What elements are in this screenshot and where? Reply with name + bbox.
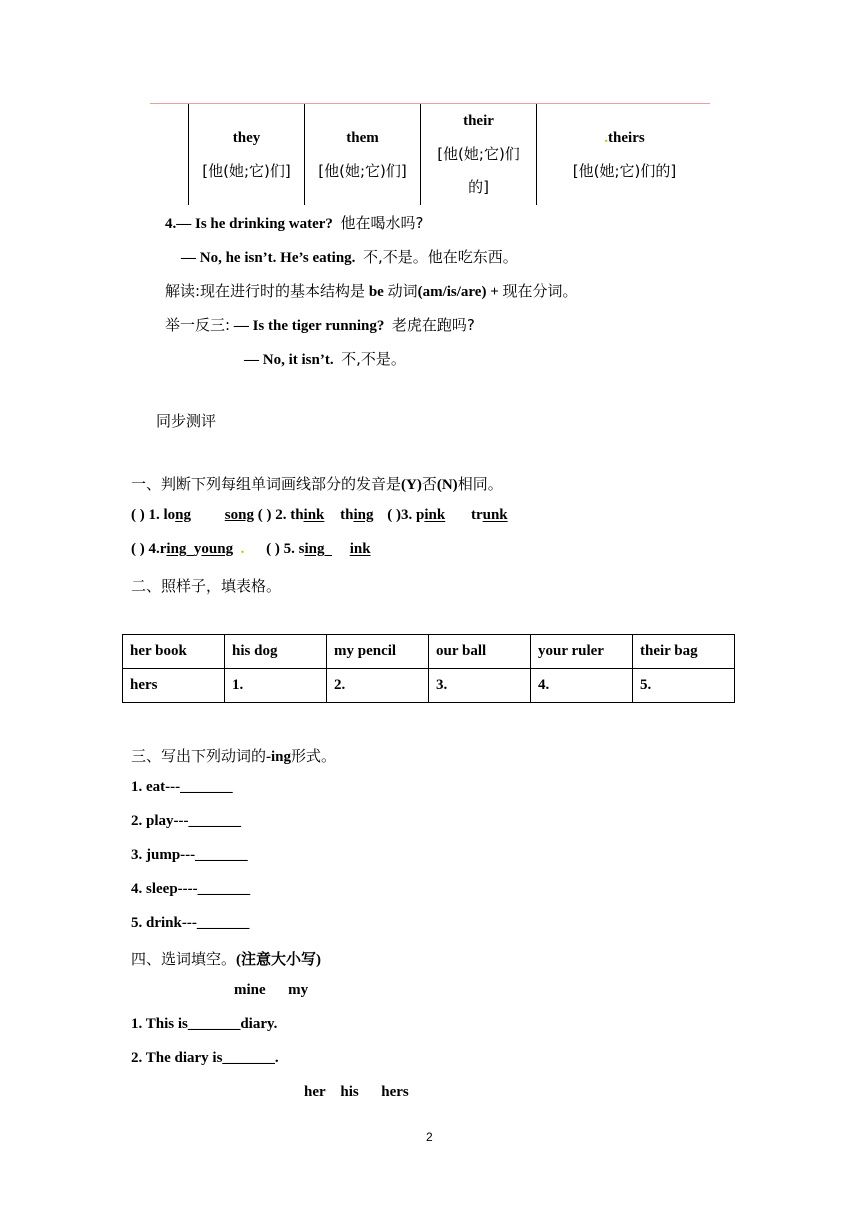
q4-choices-1: mine my bbox=[234, 982, 309, 998]
table-cell: our ball bbox=[429, 635, 531, 669]
section-title: 同步测评 bbox=[156, 412, 217, 430]
table-cell: 1. bbox=[225, 669, 327, 703]
q3-item-2: 2. play---_______ bbox=[131, 813, 241, 829]
q4-choices-2: her his hers bbox=[304, 1084, 409, 1100]
q3-item-1: 1. eat---_______ bbox=[131, 779, 233, 795]
table-cell: his dog bbox=[225, 635, 327, 669]
pronoun-cell-they: they [他(她;它)们] bbox=[202, 129, 291, 180]
q3-item-4: 4. sleep----_______ bbox=[131, 881, 251, 897]
q1-row1: ( ) 1. long song ( ) 2. think thing ( )3. pink trunk bbox=[131, 507, 508, 523]
table-cell: your ruler bbox=[531, 635, 633, 669]
table-cell: hers bbox=[123, 669, 225, 703]
table-row bbox=[123, 669, 735, 703]
table-cell: 3. bbox=[429, 669, 531, 703]
q3-item-3: 3. jump---_______ bbox=[131, 847, 248, 863]
pronoun-cell-them: them [他(她;它)们] bbox=[318, 129, 407, 180]
q3-title: 三、写出下列动词的-ing形式。 bbox=[131, 747, 337, 765]
table-cell: her book bbox=[123, 635, 225, 669]
fill-table bbox=[122, 634, 735, 703]
q3-item-5: 5. drink---_______ bbox=[131, 915, 250, 931]
table-cell: 5. bbox=[633, 669, 735, 703]
point4-example-question: 举一反三: — Is the tiger running? 老虎在跑吗? bbox=[165, 316, 475, 334]
table-cell: my pencil bbox=[327, 635, 429, 669]
table-cell: their bag bbox=[633, 635, 735, 669]
point4-explanation: 解读:现在进行时的基本结构是 be 动词(am/is/are) + 现在分词。 bbox=[165, 282, 578, 300]
q1-title: 一、判断下列每组单词画线部分的发音是(Y)否(N)相同。 bbox=[131, 475, 503, 493]
q4-title: 四、选词填空。(注意大小写) bbox=[131, 950, 322, 968]
point4-example-answer: — No, it isn’t. 不,不是。 bbox=[244, 350, 406, 368]
q1-row2: ( ) 4.ring young . ( ) 5. sing ink bbox=[131, 541, 371, 557]
pronoun-cell-their: their [他(她;它)们 的] bbox=[437, 113, 520, 196]
table-cell: 4. bbox=[531, 669, 633, 703]
q2-title: 二、照样子，填表格。 bbox=[131, 577, 282, 595]
point4-question: 4.— Is he drinking water? 他在喝水吗? bbox=[165, 214, 424, 232]
table-cell: 2. bbox=[327, 669, 429, 703]
table-row bbox=[123, 635, 735, 669]
q4-item-1: 1. This is_______diary. bbox=[131, 1016, 278, 1032]
page-number: 2 bbox=[426, 1130, 433, 1144]
q4-item-2: 2. The diary is_______. bbox=[131, 1050, 279, 1066]
pronoun-cell-theirs: .theirs [他(她;它)们的] bbox=[572, 129, 677, 180]
point4-answer: — No, he isn’t. He’s eating. 不,不是。他在吃东西。 bbox=[181, 248, 518, 266]
